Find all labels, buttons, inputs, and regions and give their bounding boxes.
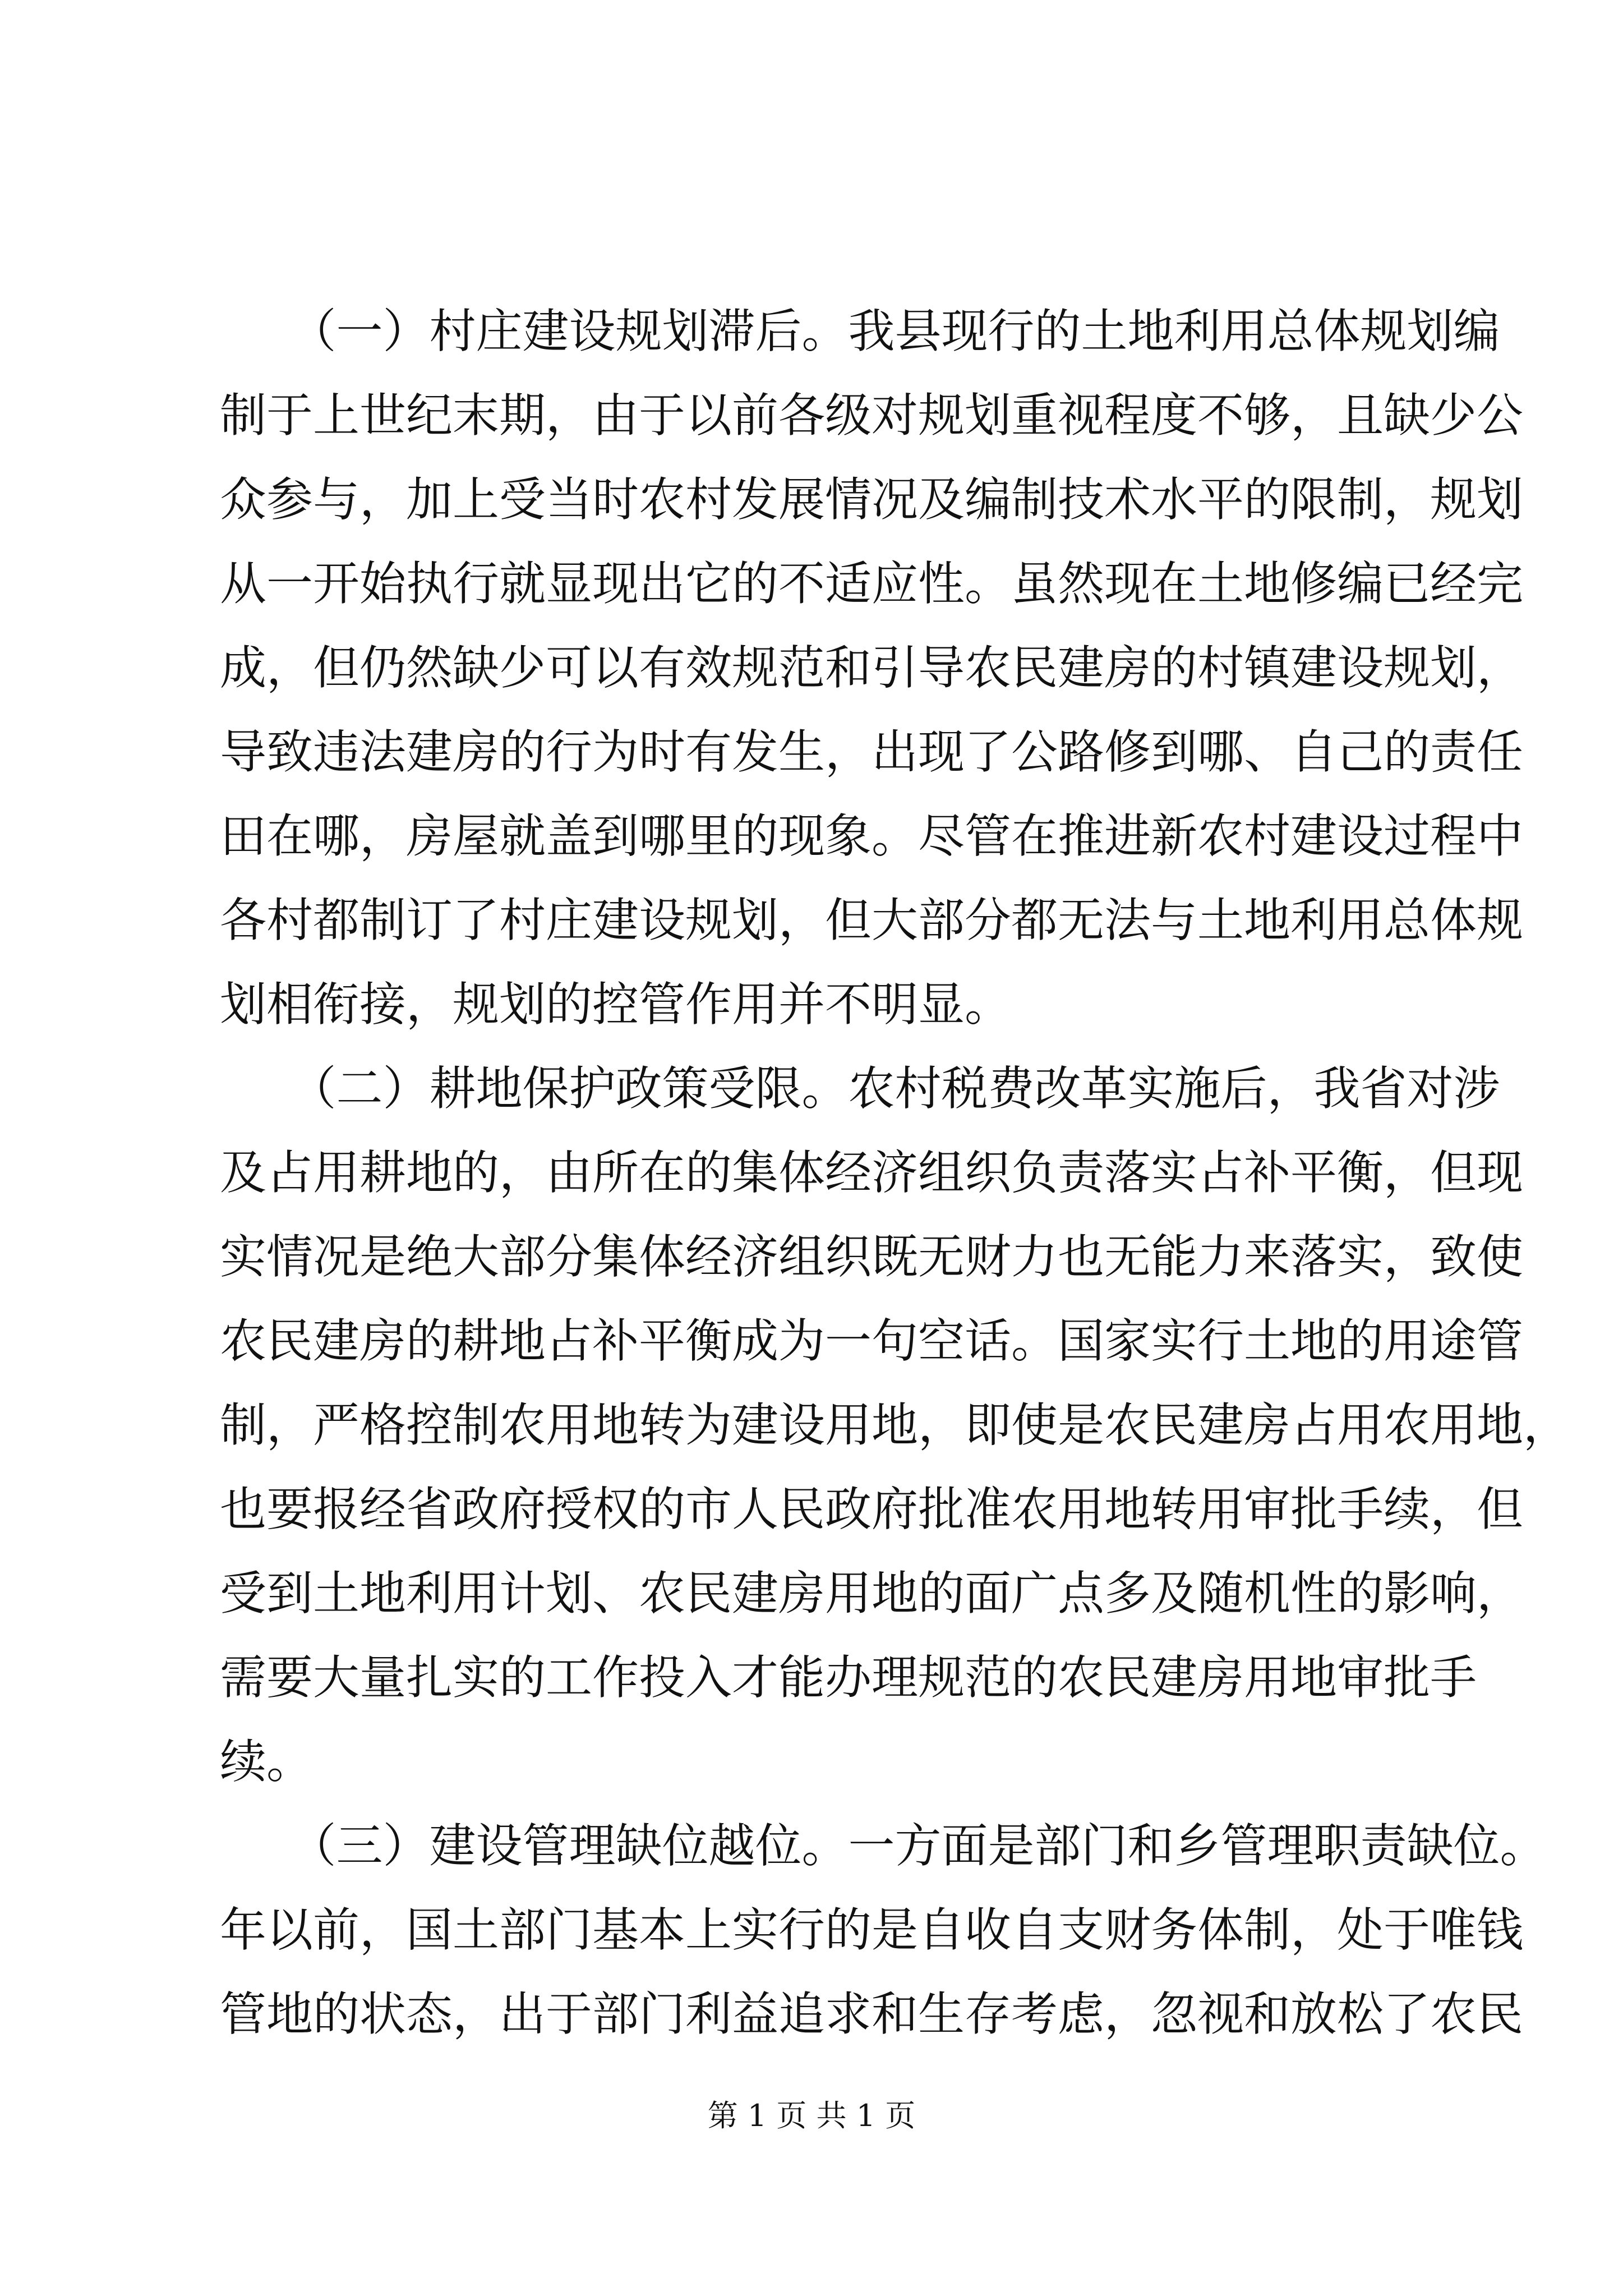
text-line: 农民建房的耕地占补平衡成为一句空话。国家实行土地的用途管 bbox=[220, 1314, 1523, 1368]
text-line: 导致违法建房的行为时有发生，出现了公路修到哪、自己的责任 bbox=[220, 725, 1523, 779]
text-line: （三）建设管理缺位越位。一方面是部门和乡管理职责缺位。 bbox=[220, 1819, 1547, 1873]
text-line: 实情况是绝大部分集体经济组织既无财力也无能力来落实，致使 bbox=[220, 1230, 1523, 1284]
text-line: 制，严格控制农用地转为建设用地，即使是农民建房占用农用地， bbox=[220, 1398, 1570, 1452]
text-line: 划相衔接，规划的控管作用并不明显。 bbox=[220, 977, 1011, 1032]
text-line: （二）耕地保护政策受限。农村税费改革实施后，我省对涉 bbox=[220, 1061, 1500, 1116]
text-line: 也要报经省政府授权的市人民政府批准农用地转用审批手续，但 bbox=[220, 1482, 1523, 1536]
text-line: 需要大量扎实的工作投入才能办理规范的农民建房用地审批手 bbox=[220, 1650, 1477, 1705]
text-line: （一）村庄建设规划滞后。我县现行的土地利用总体规划编 bbox=[220, 304, 1500, 358]
text-line: 田在哪，房屋就盖到哪里的现象。尽管在推进新农村建设过程中 bbox=[220, 809, 1523, 863]
page-number-footer: 第 1 页 共 1 页 bbox=[707, 2098, 916, 2133]
text-line: 及占用耕地的，由所在的集体经济组织负责落实占补平衡，但现 bbox=[220, 1145, 1523, 1200]
text-line: 众参与，加上受当时农村发展情况及编制技术水平的限制，规划 bbox=[220, 472, 1523, 527]
text-line: 续。 bbox=[220, 1734, 313, 1789]
text-line: 受到土地利用计划、农民建房用地的面广点多及随机性的影响， bbox=[220, 1566, 1523, 1621]
text-line: 从一开始执行就显现出它的不适应性。虽然现在土地修编已经完 bbox=[220, 556, 1523, 611]
text-line: 成，但仍然缺少可以有效规范和引导农民建房的村镇建设规划， bbox=[220, 641, 1523, 695]
text-line: 管地的状态，出于部门利益追求和生存考虑，忽视和放松了农民 bbox=[220, 1987, 1523, 2041]
text-line: 年以前，国土部门基本上实行的是自收自支财务体制，处于唯钱 bbox=[220, 1903, 1523, 1957]
text-line: 制于上世纪末期，由于以前各级对规划重视程度不够，且缺少公 bbox=[220, 388, 1523, 443]
text-line: 各村都制订了村庄建设规划，但大部分都无法与土地利用总体规 bbox=[220, 893, 1523, 947]
